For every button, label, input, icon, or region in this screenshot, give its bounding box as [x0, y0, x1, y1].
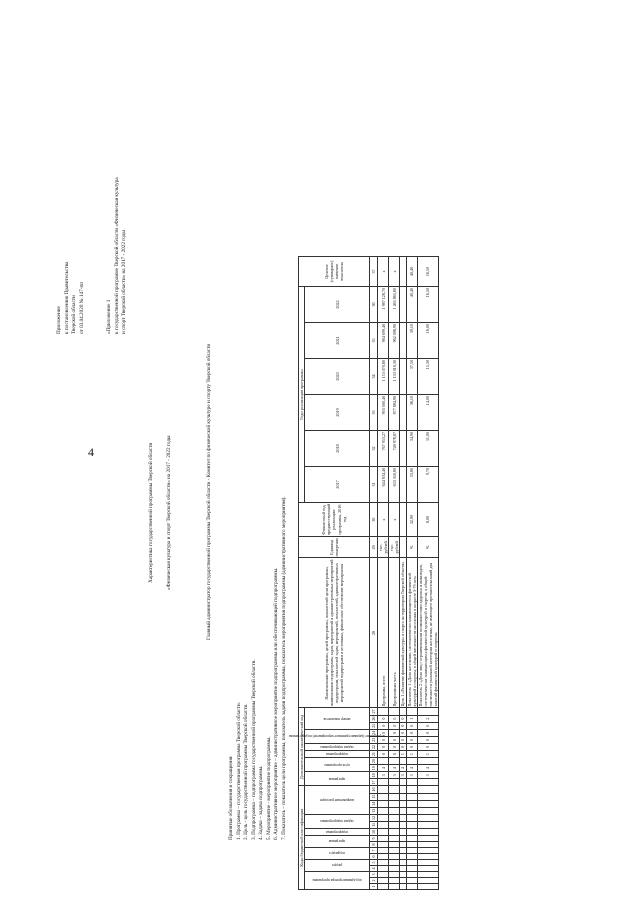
row-year-value: 903 000,40 — [378, 394, 389, 430]
code-cell — [389, 848, 400, 854]
row-year-value: 15,30 — [417, 358, 438, 394]
row-name: Программа, всего — [378, 558, 389, 708]
code-cell — [406, 878, 417, 884]
header-extra-classifier: Дополнительный аналитический код — [299, 708, 305, 786]
code-cell: 4 — [406, 765, 417, 772]
code-cell: 0 — [389, 722, 400, 729]
code-cell: 1 — [406, 715, 417, 722]
column-number: 29 — [370, 537, 378, 558]
code-cell — [378, 800, 389, 807]
header-years: Годы реализации программы — [299, 286, 305, 502]
code-cell — [406, 800, 417, 807]
code-cell: 0 — [389, 743, 400, 750]
code-cell — [417, 878, 438, 884]
column-number: 15 — [371, 794, 376, 799]
code-cell — [389, 779, 400, 786]
title-line: Характеристика государственной программы Тверской области — [148, 442, 154, 583]
appendix-line: Тверской области — [71, 295, 78, 334]
row-year-value: 767 953,27 — [378, 430, 389, 466]
code-cell: 0 — [400, 743, 406, 750]
code-cell: 0 — [417, 722, 438, 729]
column-number: 12 — [371, 815, 376, 820]
column-number-row — [370, 256, 378, 889]
column-number: 33 — [370, 394, 378, 430]
code-cell — [417, 758, 438, 765]
column-number: 24 — [371, 730, 376, 735]
header-year: 2019 — [305, 394, 370, 430]
row-year-value: 14,00 — [417, 394, 438, 430]
code-cell — [406, 793, 417, 800]
row-unit: тыс. рублей — [378, 537, 389, 558]
code-cell — [389, 708, 400, 715]
column-number: 9 — [371, 837, 376, 840]
header-goal: цель программы — [305, 758, 370, 772]
code-cell: 0 — [400, 736, 406, 743]
column-number: 13 — [371, 808, 376, 813]
code-cell: 0 — [389, 715, 400, 722]
code-cell: 3 — [378, 772, 389, 779]
header-section: раздел — [305, 860, 370, 872]
code-cell — [406, 842, 417, 848]
row-base-value: 32,90 — [406, 502, 417, 536]
code-cell — [389, 866, 400, 872]
note-line: 4. Задача – задача подпрограммы. — [258, 765, 265, 840]
code-cell — [378, 758, 389, 765]
row-year-value: 9,70 — [417, 466, 438, 502]
column-number: 23 — [371, 737, 376, 742]
code-cell: 0 — [400, 715, 406, 722]
header-admin-code: код администратора программы — [305, 872, 370, 890]
column-number: 5 — [371, 861, 376, 864]
row-year-value: 11,00 — [417, 430, 438, 466]
code-cell — [406, 848, 417, 854]
code-cell — [378, 848, 389, 854]
code-cell — [417, 821, 438, 828]
code-cell — [417, 800, 438, 807]
code-cell — [389, 807, 400, 814]
header-indicator-no: номер показателя — [305, 708, 370, 729]
row-base-value: х — [378, 502, 389, 536]
code-cell — [417, 860, 438, 866]
row-name: Показатель 2 «Доля лиц с ограниченными возможностями здоровья и инвалидов, систематически занимающихся физической культурой и спортом, в общей численности указанной категории населения, не имеющего противопоказаний для занятий физической культурой и спортом» — [417, 558, 438, 708]
code-cell — [378, 860, 389, 866]
code-cell: 4 — [378, 765, 389, 772]
appendix1-line: «Приложение 1 — [106, 299, 112, 334]
code-cell — [378, 842, 389, 848]
code-cell: 0 — [378, 715, 389, 722]
header-task2: задача подпрограммы — [305, 743, 370, 750]
code-cell: 3 — [406, 772, 417, 779]
code-cell: 0 — [378, 751, 389, 758]
header-year: 2021 — [305, 322, 370, 358]
code-cell — [417, 872, 438, 878]
code-cell — [389, 786, 400, 793]
code-cell: 0 — [400, 722, 406, 729]
row-year-value: 37,50 — [406, 358, 417, 394]
code-cell: 1 — [406, 751, 417, 758]
code-cell — [378, 807, 389, 814]
code-cell — [378, 708, 389, 715]
column-number: 32 — [370, 430, 378, 466]
column-number: 17 — [371, 780, 376, 785]
row-year-value: 644 834,40 — [378, 466, 389, 502]
appendix1-block — [106, 177, 129, 334]
code-cell — [378, 866, 389, 872]
header-fin-year: Финансовый год, предшествующий реализации программы, 2016 год — [299, 502, 370, 536]
column-number: 30 — [370, 502, 378, 536]
code-cell — [389, 814, 400, 821]
code-cell: 1 — [400, 751, 406, 758]
code-cell: 0 — [406, 722, 417, 729]
code-cell: 4 — [400, 765, 406, 772]
note-line: 1. Программа – государственная программа Тверской области. — [235, 702, 242, 840]
column-number: 3 — [371, 873, 376, 876]
appendix-block — [56, 262, 86, 334]
code-cell: 0 — [389, 751, 400, 758]
code-cell — [389, 793, 400, 800]
row-year-value: 33,80 — [406, 466, 417, 502]
row-year-value: 1 465 865,80 — [389, 286, 400, 322]
row-year-value: 877 884,90 — [389, 394, 400, 430]
code-cell — [406, 866, 417, 872]
code-cell — [406, 821, 417, 828]
row-year-value: 1 153 070,80 — [378, 358, 389, 394]
code-cell — [417, 848, 438, 854]
column-number: 7 — [371, 849, 376, 852]
row-base-value: 8,00 — [417, 502, 438, 536]
row-year-value: 1 133 010,30 — [389, 358, 400, 394]
code-cell — [378, 814, 389, 821]
code-cell — [389, 800, 400, 807]
code-cell — [378, 854, 389, 860]
header-subprogram2: подпрограмма — [305, 751, 370, 758]
code-cell: 3 — [417, 772, 438, 779]
code-cell — [406, 836, 417, 842]
header-subprogram: подпрограмма — [305, 828, 370, 835]
code-cell: 0 — [378, 729, 389, 736]
code-cell — [417, 836, 438, 842]
column-number: 1 — [371, 885, 376, 888]
header-unit: Единица измерения — [299, 537, 370, 558]
code-cell — [389, 758, 400, 765]
code-cell: 0 — [378, 743, 389, 750]
code-cell — [417, 854, 438, 860]
header-program: программа — [305, 836, 370, 848]
note-line: 7. Показатель – показатель цели программы, показатель задачи подпрограммы, показатель мероприятия подпрограммы (административного мероприятия). — [280, 496, 287, 840]
code-cell — [389, 842, 400, 848]
admin-line: Главный администратор государственной программы Тверской области - Комитет по физической культуре и спорту Тверской области — [206, 343, 212, 640]
column-number: 14 — [371, 801, 376, 806]
column-number: 16 — [371, 787, 376, 792]
page-number: 4 — [88, 445, 94, 459]
code-cell: 0 — [389, 736, 400, 743]
code-cell: 0 — [406, 729, 417, 736]
note-line: 6. Административное мероприятие – административное мероприятие подпрограммы или обеспечивающей подпрограммы. — [273, 567, 280, 840]
column-number: 20 — [371, 759, 376, 764]
code-cell: 0 — [417, 729, 438, 736]
column-number: 37 — [370, 256, 378, 286]
code-cell: 3 — [389, 772, 400, 779]
code-cell: 3 — [400, 772, 406, 779]
code-cell — [417, 842, 438, 848]
code-cell: 4 — [389, 765, 400, 772]
column-number: 27 — [371, 709, 376, 714]
note-line: 5. Мероприятие - мероприятие подпрограммы. — [265, 736, 272, 840]
row-year-value: 984 699,40 — [378, 322, 389, 358]
column-number: 8 — [371, 843, 376, 846]
code-cell — [406, 779, 417, 786]
column-number: 36 — [370, 286, 378, 322]
code-cell — [417, 786, 438, 793]
code-cell — [378, 828, 389, 835]
appendix-line: к постановлению Правительства — [63, 261, 70, 334]
row-target-value: х — [378, 256, 389, 286]
code-cell — [406, 807, 417, 814]
code-cell: 0 — [417, 736, 438, 743]
header-goal-program: программа — [305, 772, 370, 786]
code-cell: 1 — [417, 751, 438, 758]
row-name: Программная часть — [389, 558, 400, 708]
header-name: Наименование программы, целей программы, показателей цели программы, наименование подпрограмм, задач, мероприятий и административных мероприятий подпрограмм, показателей задач, мероприятий, показателей, административных мероприятий подпрограмм и источника, финансовое обеспечение мероприятия — [299, 558, 370, 708]
code-cell — [417, 779, 438, 786]
code-cell — [378, 821, 389, 828]
code-cell — [406, 758, 417, 765]
code-cell: 0 — [406, 736, 417, 743]
appendix1-line: к государственной программе Тверской области «Физическая культура — [113, 177, 120, 334]
code-cell: 0 — [378, 736, 389, 743]
column-number: 28 — [370, 558, 378, 708]
column-number: 22 — [371, 744, 376, 750]
row-name: Показатель 1 «Доля населения, систематически занимающегося физической культурой и спортом, в общей численности населения в возрасте 3-79 лет» — [406, 558, 417, 708]
row-year-value: 16,00 — [417, 322, 438, 358]
row-name: Цель 1 «Развитие физической культуры и спорта на территории Тверской области» — [400, 558, 406, 708]
row-year-value: 39,10 — [406, 322, 417, 358]
row-year-value: 34,90 — [406, 430, 417, 466]
code-cell — [378, 872, 389, 878]
code-cell: 0 — [417, 743, 438, 750]
code-cell: 0 — [389, 729, 400, 736]
row-unit: % — [417, 537, 438, 558]
header-year: 2018 — [305, 430, 370, 466]
code-cell — [389, 878, 400, 884]
header-direction: направление расходов — [305, 786, 370, 814]
code-cell — [406, 854, 417, 860]
code-cell — [406, 828, 417, 835]
row-target-value: 16,50 — [417, 256, 438, 286]
header-activity: мероприятие (административное мероприятие) подпрограммы — [305, 729, 370, 743]
column-number: 11 — [371, 822, 376, 827]
column-number: 10 — [371, 829, 376, 834]
code-cell: 0 — [378, 722, 389, 729]
table-row — [406, 256, 417, 889]
code-cell — [378, 793, 389, 800]
code-cell — [417, 828, 438, 835]
code-cell — [417, 708, 438, 715]
header-year: 2022 — [305, 286, 370, 322]
code-cell — [389, 828, 400, 835]
code-cell — [406, 708, 417, 715]
column-number: 26 — [371, 716, 376, 721]
code-cell — [406, 872, 417, 878]
code-cell — [389, 884, 400, 890]
note-line: 2. Цель - цель государственной программы Тверской области. — [243, 703, 250, 840]
title-line: «Физическая культура и спорт Тверской области» на 2017 - 2022 годы — [165, 435, 172, 590]
table-row — [389, 256, 400, 889]
code-cell — [406, 814, 417, 821]
code-cell — [406, 884, 417, 890]
header-budget-classifier: Коды бюджетной классификации — [299, 786, 305, 890]
row-year-value: 633 350,80 — [389, 466, 400, 502]
header-year: 2017 — [305, 466, 370, 502]
row-year-value: 40,40 — [406, 286, 417, 322]
program-table — [288, 256, 439, 890]
row-unit: тыс. рублей — [389, 537, 400, 558]
column-number: 21 — [371, 752, 376, 757]
column-number: 35 — [370, 322, 378, 358]
note-line: Принятые обозначения и сокращения: — [228, 755, 234, 840]
appendix-line: Приложение — [56, 306, 62, 334]
code-cell — [406, 860, 417, 866]
doc-title — [148, 436, 173, 590]
column-number: 4 — [371, 867, 376, 870]
row-year-value: 36,10 — [406, 394, 417, 430]
row-base-value: х — [389, 502, 400, 536]
row-target-value: х — [389, 256, 400, 286]
column-number: 19 — [371, 766, 376, 771]
rotated-page — [28, 30, 583, 890]
code-cell — [389, 872, 400, 878]
row-unit: % — [406, 537, 417, 558]
code-cell — [417, 884, 438, 890]
code-cell — [417, 793, 438, 800]
row-year-value: 1 987 128,70 — [378, 286, 389, 322]
table-row — [417, 256, 438, 889]
row-target-value: 40,40 — [406, 256, 417, 286]
column-number: 18 — [371, 773, 376, 778]
header-year: 2020 — [305, 358, 370, 394]
note-line: 3. Подпрограмма – подпрограмма государственной программы Тверской области. — [250, 659, 257, 840]
code-cell — [378, 779, 389, 786]
column-number: 2 — [371, 879, 376, 882]
code-cell: 0 — [400, 729, 406, 736]
header-task: задача подпрограммы — [305, 814, 370, 828]
code-cell — [389, 860, 400, 866]
table-row — [378, 256, 389, 889]
notes-block — [228, 496, 288, 840]
code-cell — [417, 866, 438, 872]
header-target: Целевое (суммарное) значение показателя — [299, 256, 370, 286]
code-cell: 4 — [417, 765, 438, 772]
column-number: 34 — [370, 358, 378, 394]
code-cell — [417, 807, 438, 814]
code-cell — [378, 836, 389, 842]
code-cell: 2 — [417, 715, 438, 722]
code-cell: 0 — [406, 743, 417, 750]
code-cell — [406, 786, 417, 793]
code-cell — [378, 878, 389, 884]
code-cell — [378, 884, 389, 890]
code-cell — [389, 836, 400, 842]
header-subsection: подраздел — [305, 848, 370, 860]
column-number: 31 — [370, 466, 378, 502]
code-cell — [417, 814, 438, 821]
code-cell — [378, 786, 389, 793]
row-year-value: 16,50 — [417, 286, 438, 322]
row-year-value: 962 098,90 — [389, 322, 400, 358]
code-cell — [389, 854, 400, 860]
column-number: 6 — [371, 855, 376, 858]
appendix-line: от 03.04.2020 № 147-пп — [78, 281, 85, 334]
code-cell — [389, 821, 400, 828]
row-year-value: 749 978,87 — [389, 430, 400, 466]
column-number: 25 — [371, 723, 376, 728]
appendix1-line: и спорт Тверской области» на 2017 - 2022 годы — [121, 230, 128, 334]
